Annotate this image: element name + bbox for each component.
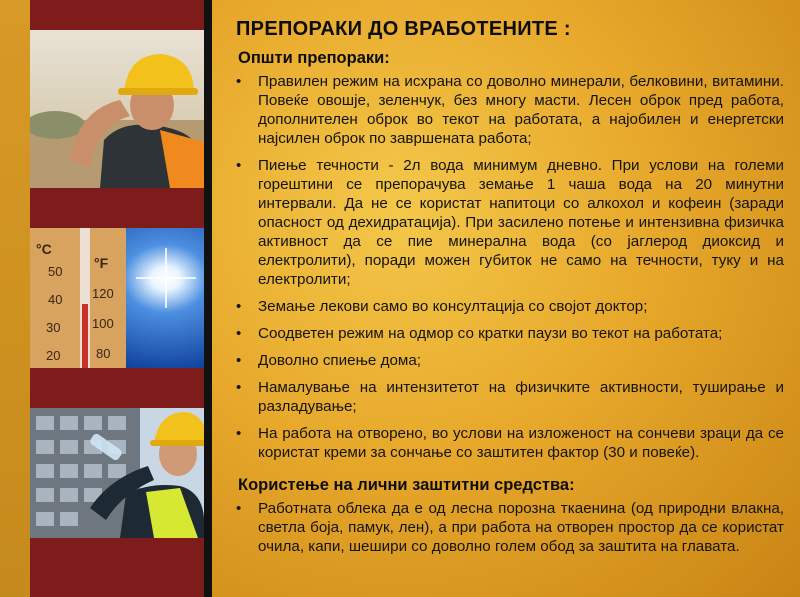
list-item: [228, 351, 784, 370]
bullet-icon: •: [236, 157, 242, 174]
list-item-text: Пиење течности - 2л вода минимум дневно. При услови на големи горештини се препорачува земање 1 чаша вода на 20 минутни интервали. Да не се користат напитоци со алкохол и кофеин (заради опасност од дехидратација). При засилено потење и интензивна физичка активност да се пие минерална вода (со јаглерод диоксид и електролити), поради можен губиток не само на течности, туку и на електролити;: [258, 157, 784, 288]
photo-column: [30, 0, 204, 597]
recommendations-content: [228, 18, 784, 564]
photo-thermometer-sun: [30, 228, 204, 368]
list-item: [228, 297, 784, 316]
list-item: [228, 378, 784, 416]
photo-worker-drinking: [30, 408, 204, 538]
tick-f-80: 80: [96, 346, 111, 361]
bullet-icon: •: [236, 298, 242, 315]
bullet-icon: •: [236, 325, 242, 342]
list-item-text: Земање лекови само во консултација со својот доктор;: [258, 298, 648, 315]
list-item-text: Соодветен режим на одмор со кратки паузи во текот на работата;: [258, 325, 723, 342]
tick-c-50: 50: [48, 264, 63, 279]
thermometer-fahrenheit-label: °F: [94, 255, 109, 271]
page-title: ПРЕПОРАКИ ДО ВРАБОТЕНИТЕ :: [236, 18, 571, 40]
list-item: [228, 324, 784, 343]
bullet-icon: •: [236, 352, 242, 369]
list-item-text: Доволно спиење дома;: [258, 352, 421, 369]
tick-c-20: 20: [46, 348, 61, 363]
list-item: [228, 499, 784, 556]
list-item-text: На работа на отворено, во услови на изложеност на сончеви зраци да се користат креми за сончање со заштитен фактор (30 и повеќе).: [258, 425, 784, 461]
general-recommendations-list: [228, 72, 784, 462]
tick-f-120: 120: [92, 286, 114, 301]
ppe-heading: Користење на лични заштитни средства:: [238, 476, 575, 494]
column-divider: [204, 0, 212, 597]
bullet-icon: •: [236, 73, 242, 90]
list-item-text: Работната облека да е од лесна порозна ткаенина (од природни влакна, светла боја, памук, лен), а при работа на отворен простор да се користат очила, капи, шешири со доволно голем обод за заштита на главата.: [258, 500, 784, 555]
thermometer-celsius-label: °C: [36, 241, 52, 257]
list-item: [228, 156, 784, 289]
ppe-list: [228, 499, 784, 556]
list-item-text: Намалување на интензитетот на физичките активности, туширање и разладување;: [258, 379, 784, 415]
tick-c-30: 30: [46, 320, 61, 335]
photo-worker-heat: [30, 30, 204, 188]
bullet-icon: •: [236, 379, 242, 396]
left-border-strip: [0, 0, 30, 597]
bullet-icon: •: [236, 500, 242, 517]
tick-f-100: 100: [92, 316, 114, 331]
list-item-text: Правилен режим на исхрана со доволно минерали, белковини, витамини. Повеќе овошје, зеленчук, без многу масти. Лесен оброк пред работа, дополнителен оброк во текот на работата, а најобилен и енергетски најсилен оброк по завршената работа;: [258, 73, 784, 147]
general-recommendations-heading: Општи препораки:: [238, 49, 390, 67]
bullet-icon: •: [236, 425, 242, 442]
ppe-section: [228, 476, 784, 556]
tick-c-40: 40: [48, 292, 63, 307]
list-item: [228, 424, 784, 462]
list-item: [228, 72, 784, 148]
